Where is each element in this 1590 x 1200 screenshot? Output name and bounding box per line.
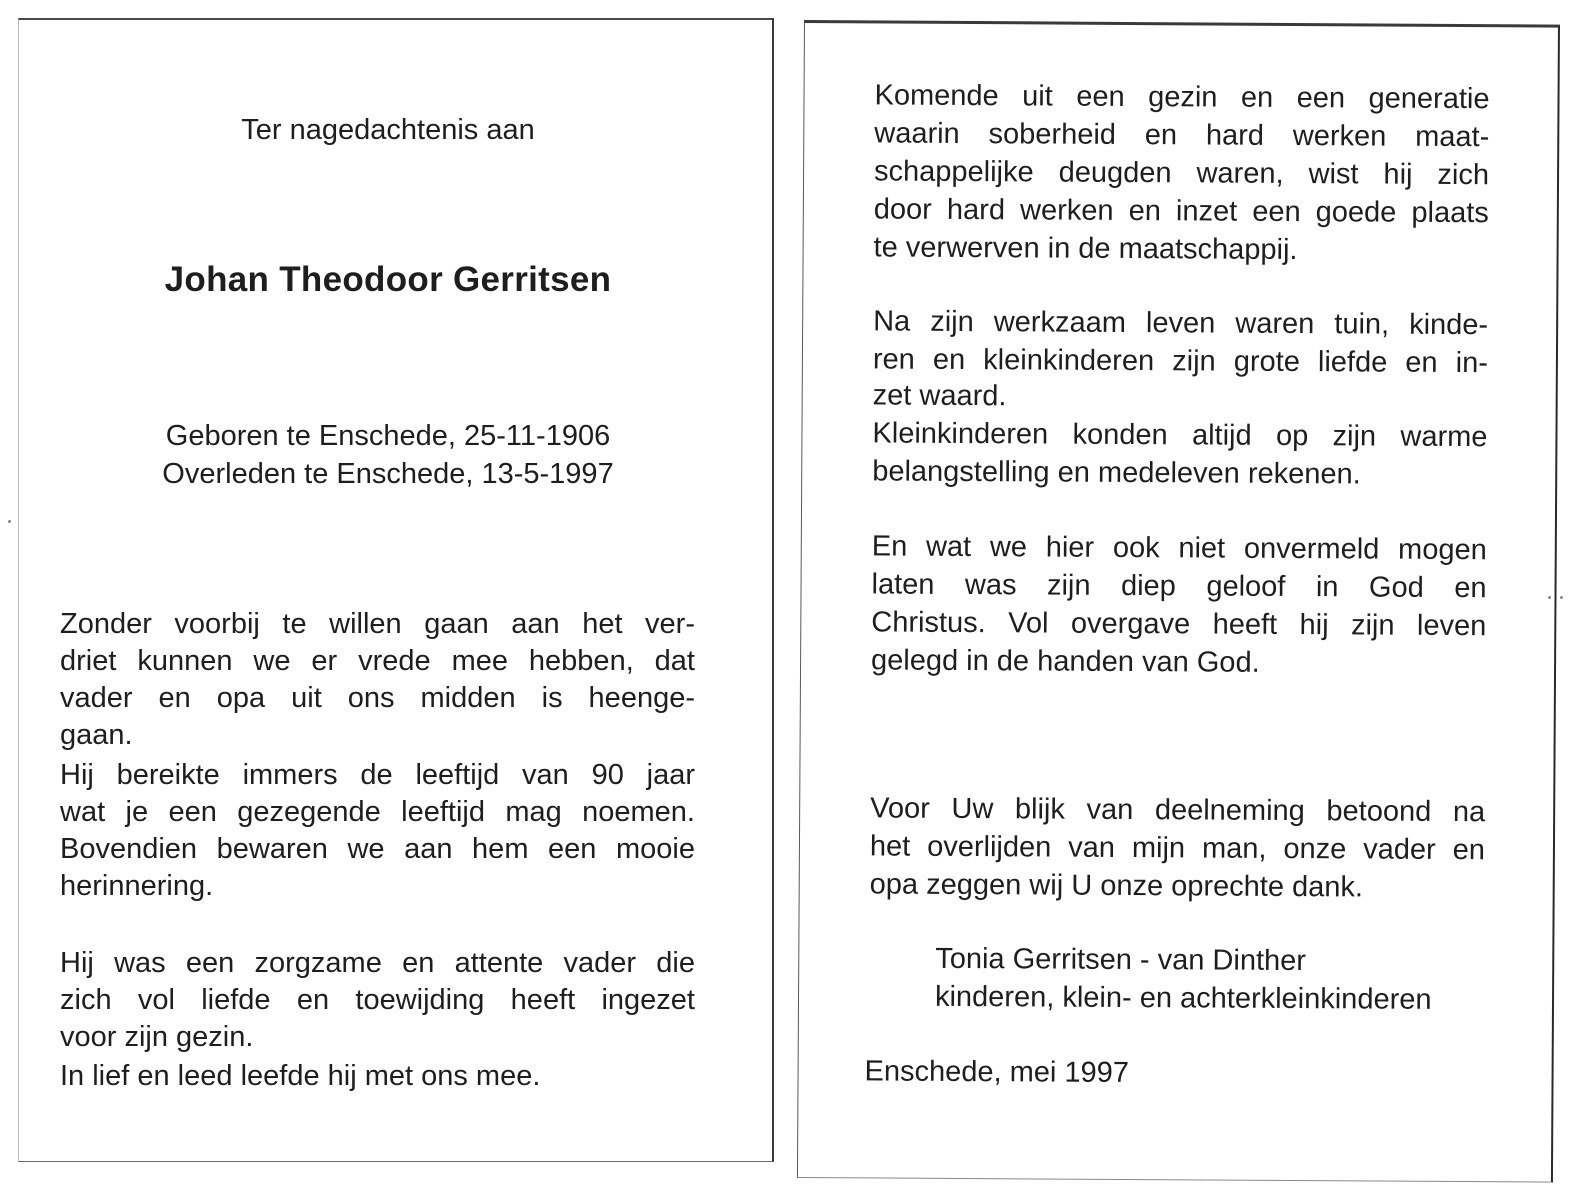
text-line: Voor Uw blijk van deelneming betoond na	[870, 792, 1486, 829]
text-line: Na zijn werkzaam leven waren tuin, kinde-	[873, 305, 1489, 342]
scan-speck	[1548, 596, 1551, 599]
text-line: opa zeggen wij U onze oprechte dank.	[869, 868, 1364, 904]
signature-family: kinderen, klein- en achterkleinkinderen	[934, 980, 1432, 1016]
text-line: gelegd in de handen van God.	[870, 644, 1260, 679]
text-line: belangstelling en medeleven rekenen.	[872, 455, 1361, 491]
scan-speck	[1560, 596, 1563, 599]
text-line: Christus. Vol overgave heeft hij zijn leven	[871, 606, 1487, 643]
text-line: Bovendien bewaren we aan hem een mooie	[60, 833, 695, 865]
scan-speck	[8, 520, 11, 523]
text-line: waarin soberheid en hard werken maat-	[874, 117, 1490, 154]
text-line: Kleinkinderen konden altijd op zijn warme	[872, 417, 1488, 454]
text-line: In lief en leed leefde hij met ons mee.	[60, 1060, 541, 1092]
text-line: schappelijke deugden waren, wist hij zich	[873, 155, 1490, 192]
memorial-card-right	[797, 20, 1560, 1183]
text-line: voor zijn gezin.	[60, 1021, 254, 1053]
text-line: Hij was een zorgzame en attente vader die	[60, 947, 695, 979]
text-line: zet waard.	[872, 379, 1007, 413]
text-line: En wat we hier ook niet onvermeld mogen	[871, 530, 1487, 567]
text-line: gaan.	[60, 719, 133, 751]
text-line: te verwerven in de maatschappij.	[873, 231, 1298, 267]
signature-name: Tonia Gerritsen - van Dinther	[935, 942, 1307, 978]
text-line: ren en kleinkinderen zijn grote liefde en in-	[872, 343, 1489, 380]
place-date: Enschede, mei 1997	[864, 1055, 1130, 1090]
text-line: laten was zijn diep geloof in God en	[871, 568, 1487, 605]
birth-line: Geboren te Enschede, 25-11-1906	[165, 420, 611, 452]
deceased-name: Johan Theodoor Gerritsen	[164, 260, 612, 299]
text-line: zich vol liefde en toewijding heeft ingezet	[60, 984, 695, 1016]
memorial-heading: Ter nagedachtenis aan	[241, 114, 535, 146]
text-line: Hij bereikte immers de leeftijd van 90 jaar	[60, 759, 695, 791]
text-line: driet kunnen we er vrede mee hebben, dat	[60, 645, 695, 677]
death-line: Overleden te Enschede, 13-5-1997	[162, 458, 614, 490]
text-line: Zonder voorbij te willen gaan aan het ver-	[60, 608, 695, 640]
text-line: wat je een gezegende leeftijd mag noemen.	[60, 796, 695, 828]
text-line: herinnering.	[60, 870, 214, 902]
text-line: door hard werken en inzet een goede plaats	[873, 193, 1489, 230]
text-line: het overlijden van mijn man, onze vader en	[869, 830, 1486, 867]
memorial-card-left	[18, 18, 774, 1162]
text-line: Komende uit een gezin en een generatie	[874, 79, 1490, 116]
text-line: vader en opa uit ons midden is heenge-	[60, 682, 695, 714]
